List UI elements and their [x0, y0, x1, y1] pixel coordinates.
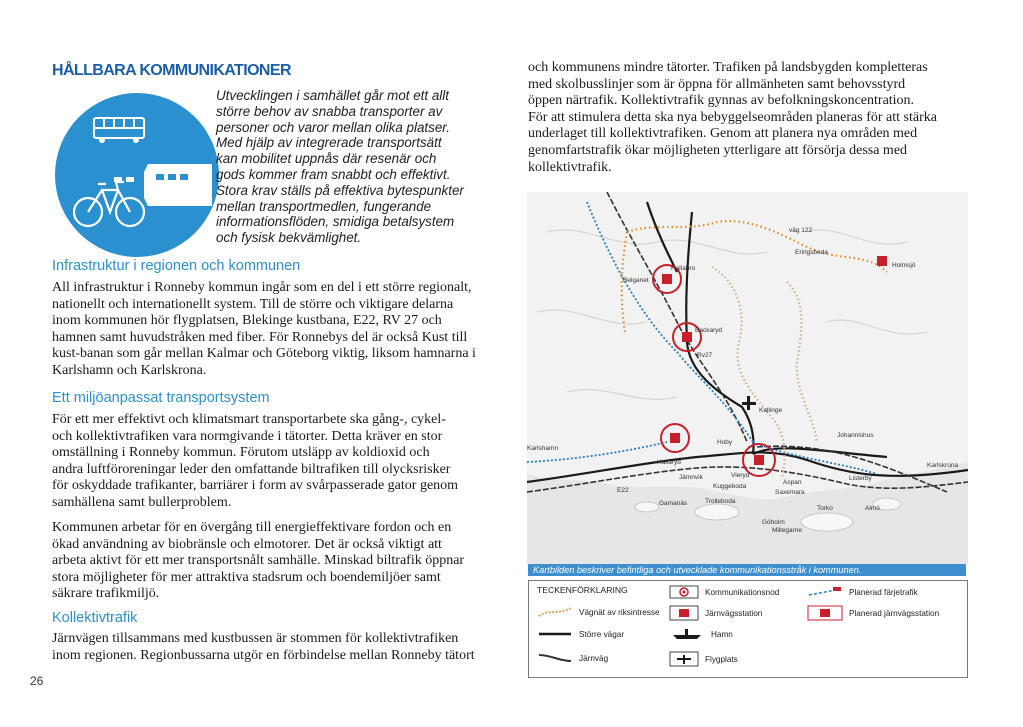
page-number: 26 — [30, 674, 44, 688]
text-line: inom kommunen hör flygplatsen, Blekinge kustbana, E22, RV 27 och — [52, 313, 442, 329]
node-icon — [669, 585, 699, 599]
interest-road-icon — [537, 605, 573, 619]
map-label: Listerby — [849, 475, 872, 482]
map-label: Karlshamn — [527, 445, 559, 452]
map-label: Vieryd — [731, 472, 750, 479]
text-line: All infrastruktur i Ronneby kommun ingår som en del i ett större regionalt, — [52, 280, 472, 295]
section-heading: HÅLLBARA KOMMUNIKATIONER — [52, 62, 291, 79]
intro-quote — [216, 88, 506, 246]
text-line: andra luftföroreningar leder den omfattande biltrafiken till olycksrisker — [52, 461, 451, 477]
map-label: Hallaryd — [657, 459, 681, 466]
subheading-miljo: Ett miljöanpassat transportsystem — [52, 390, 270, 406]
transport-badge-icon — [52, 90, 222, 260]
text-line: arbeta aktivt för ett mer transportsnålt samhälle. Minskad biltrafik öppnar — [52, 553, 465, 569]
subheading-kollektivtrafik: Kollektivtrafik — [52, 610, 138, 626]
planned-station-icon — [807, 605, 843, 621]
text-line: omställning i Ronneby kommun. Förutom utsläpp av koldioxid och — [52, 445, 430, 461]
paragraph-right-column — [528, 60, 968, 176]
text-line: och kollektivtrafiken vara normgivande i tätorter. Detta kräver en stor — [52, 428, 443, 444]
text-line: säkrare trafikmiljö. — [52, 586, 160, 602]
map-label: Holmsjö — [892, 262, 916, 269]
harbour-icon — [669, 627, 705, 641]
municipality-map — [527, 192, 968, 564]
text-line: hamnen samt huvudstråken med fiber. För Ronnebys del är också Kust till — [52, 329, 468, 345]
legend-item: Vägnät av riksintresse — [537, 605, 660, 619]
text-line: inom regionen. Regionbussarna utgör en förbindelse mellan Ronneby tätort — [52, 647, 475, 663]
legend-title: TECKENFÖRKLARING — [537, 585, 628, 595]
text-line: För att stimulera detta ska nya bebyggelseområden planeras för att stärka — [528, 109, 937, 125]
quote-line: gods kommer fram snabbt och effektivt. — [216, 166, 451, 182]
map-label: väg 122 — [789, 227, 813, 234]
legend-item: Större vägar — [537, 627, 624, 641]
legend-item: Järnvägsstation — [669, 605, 762, 621]
quote-line: mellan transportmedlen, fungerande — [216, 198, 432, 214]
map-label: Hallabro — [671, 265, 696, 272]
station-icon — [669, 605, 699, 621]
text-line: Karlshamn och Karlskrona. — [52, 362, 207, 378]
major-road-icon — [537, 627, 573, 641]
map-label: Aspan — [783, 479, 802, 486]
quote-line: Stora krav ställs på effektiva bytespunkter — [216, 182, 464, 198]
map-label: Kuggeboda — [713, 483, 747, 490]
map-label: Eringsboda — [795, 249, 828, 256]
text-line: öppen närtrafik. Kollektivtrafik gynnas av befolkningskoncentration. — [528, 93, 915, 109]
text-line: stora möjligheter för mer attraktiva stadsrum och boendemiljöer samt — [52, 569, 441, 585]
legend-item: Hamn — [669, 627, 733, 641]
map-legend — [528, 580, 968, 678]
quote-line: kan mobilitet uppnås där resenär och — [216, 151, 437, 167]
text-line: med skolbusslinjer som är öppna för allmänheten samt behovsstyrd — [528, 76, 906, 92]
map-label: Karlskrona — [927, 462, 959, 469]
legend-item: Planerad färjetrafik — [807, 585, 918, 599]
map-label: Torko — [817, 505, 833, 512]
map-label: Johannishus — [837, 432, 874, 439]
legend-item: Järnväg — [537, 651, 608, 665]
map-label: Jämnvik — [679, 474, 703, 481]
quote-line: Utvecklingen i samhället går mot ett allt — [216, 88, 449, 103]
quote-line: informationsflöden, smidiga betalsystem — [216, 214, 455, 230]
map-label: Almö — [865, 505, 880, 512]
text-line: och kommunens mindre tätorter. Trafiken på landsbygden kompletteras — [528, 60, 928, 75]
quote-line: personer och varor mellan olika platser. — [216, 119, 450, 135]
legend-item: Flygplats — [669, 651, 738, 667]
map-label: Rv27 — [697, 352, 713, 359]
ferry-icon — [807, 585, 843, 599]
airport-icon — [669, 651, 699, 667]
text-line: kollektivtrafik. — [528, 159, 612, 175]
quote-line: större behov av snabba transporter av — [216, 103, 443, 119]
quote-line: Med hjälp av integrerade transportsätt — [216, 135, 442, 151]
map-caption: Kartbilden beskriver befintliga och utvecklade kommunikationsstråk i kommunen. — [528, 564, 966, 576]
map-label: E22 — [617, 487, 629, 494]
legend-item: Planerad järnvägsstation — [807, 605, 939, 621]
paragraph-infrastruktur — [52, 280, 500, 380]
map-label: Trolleboda — [705, 498, 736, 505]
map-label: Gamanäs — [659, 500, 688, 507]
text-line: genomfartstrafik ökar möjligheten ytterligare att försörja dessa med — [528, 142, 908, 158]
text-line: kust-banan som går mellan Kalmar och Göteborg viktig, liksom hamnarna i — [52, 346, 476, 362]
map-label: Saxemara — [775, 489, 805, 496]
text-line: För ett mer effektivt och klimatsmart transportarbete ska gång-, cykel- — [52, 412, 446, 427]
map-label: Göholm — [762, 519, 785, 526]
map-label: Backaryd — [695, 327, 723, 334]
text-line: samhällena samt bullerproblem. — [52, 494, 232, 510]
legend-item: Kommunikationsnod — [669, 585, 779, 599]
paragraph-kollektivtrafik — [52, 631, 500, 664]
paragraph-miljo-2 — [52, 520, 500, 603]
quote-line: och fysisk bekvämlighet. — [216, 230, 362, 246]
text-line: nationellt och internationellt system. Till de större och viktigare delarna — [52, 296, 454, 312]
text-line: för oskyddade trafikanter, barriärer i form av svårpasserade gator genom — [52, 478, 459, 494]
map-label: Belganet — [623, 277, 649, 284]
text-line: Kommunen arbetar för en övergång till energieffektivare fordon och en — [52, 520, 452, 535]
map-label: Millegarne — [772, 527, 802, 534]
text-line: underlaget till kollektivtrafiken. Genom att planera nya områden med — [528, 126, 918, 142]
paragraph-miljo-1 — [52, 412, 500, 512]
text-line: Järnvägen tillsammans med kustbussen är stommen för kollektivtrafiken — [52, 631, 459, 646]
map-label: Hoby — [717, 439, 733, 446]
railway-icon — [537, 651, 573, 665]
subheading-infrastruktur: Infrastruktur i regionen och kommunen — [52, 258, 301, 274]
text-line: ökad användning av biobränsle och elmotorer. Det är också viktigt att — [52, 536, 442, 552]
map-label: Kallinge — [759, 407, 783, 414]
